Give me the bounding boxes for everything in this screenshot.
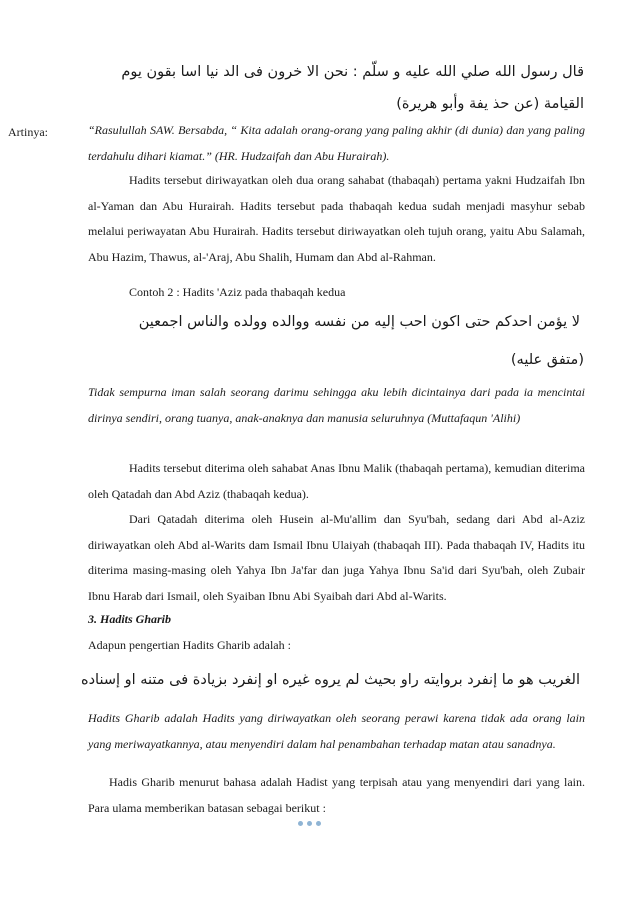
paragraph-4: Hadis Gharib menurut bahasa adalah Hadist yang terpisah atau yang menyendiri dari yang lain. Para ulama memberikan batasan sebagai berikut : <box>88 775 585 815</box>
dot-icon <box>298 821 303 826</box>
artinya-label: Artinya: <box>8 125 48 139</box>
contoh-2-heading: Contoh 2 : Hadits 'Aziz pada thabaqah kedua <box>129 285 346 299</box>
arabic-hadith-line-2: القيامة (عن حذ يفة وأبو هريرة) <box>396 96 584 112</box>
paragraph-2: Hadits tersebut diterima oleh sahabat Anas Ibnu Malik (thabaqah pertama), kemudian diterima oleh Qatadah dan Abd Aziz (thabaqah kedua). <box>88 461 585 501</box>
arabic-gharib-definition: الغريب هو ما إنفرد بروايته راو بحيث لم يروه غيره او إنفرد بزيادة فى متنه او إسناده <box>81 672 580 688</box>
artinya-translation: “Rasulullah SAW. Bersabda, “ Kita adalah orang-orang yang paling akhir (di dunia) dan yang paling terdahulu dihari kiamat.” (HR. Hudzaifah dan Abu Hurairah). <box>88 123 585 163</box>
dot-icon <box>307 821 312 826</box>
arabic-hadith-line-1: قال رسول الله صلي الله عليه و سلّم : نحن الا خرون فى الد نيا اسا بقون يوم <box>121 64 584 80</box>
arabic-muttafaq: (متفق عليه) <box>510 352 584 368</box>
gharib-intro: Adapun pengertian Hadits Gharib adalah : <box>88 638 291 652</box>
translation-2: Tidak sempurna iman salah seorang darimu sehingga aku lebih dicintainya dari pada ia mencintai dirinya sendiri, orang tuanya, anak-anaknya dan manusia seluruhnya (Muttafaqun 'Alihi) <box>88 385 585 425</box>
arabic-hadith-aziz: لا يؤمن احدكم حتى اكون احب إليه من نفسه ووالده وولده والناس اجمعين <box>138 314 580 330</box>
dot-icon <box>316 821 321 826</box>
section-heading-hadits-gharib: 3. Hadits Gharib <box>88 612 172 626</box>
page-more-indicator <box>298 821 321 826</box>
paragraph-1: Hadits tersebut diriwayatkan oleh dua orang sahabat (thabaqah) pertama yakni Hudzaifah Ibn al-Yaman dan Abu Hurairah. Hadits tersebut pada thabaqah kedua sudah menjadi masyhur sebab melalui periwayatan Abu Hurairah. Hadits tersebut diriwayatkan oleh tujuh orang, yaitu Abu Salamah, Abu Hazim, Thawus, al-'Araj, Abu Shalih, Humam dan Abd al-Rahman. <box>88 173 585 264</box>
paragraph-3: Dari Qatadah diterima oleh Husein al-Mu'allim dan Syu'bah, sedang dari Abd al-Aziz diriwayatkan oleh Abd al-Warits dam Ismail Ibnu Ulaiyah (thabaqah III). Pada thabaqah IV, Hadits itu diterima masing-masing oleh Yahya Ibn Ja'far dan juga Yahya Ibnu Sa'id dari Syu'bah, oleh Zubair Ibnu Harab dari Ismail, oleh Syaiban Ibnu Abi Syaibah dari Abd al-Warits. <box>88 512 585 603</box>
gharib-definition-translation: Hadits Gharib adalah Hadits yang diriwayatkan oleh seorang perawi karena tidak ada orang lain yang meriwayatkannya, atau menyendiri dalam hal penambahan terhadap matan atau sanadnya. <box>88 711 585 751</box>
